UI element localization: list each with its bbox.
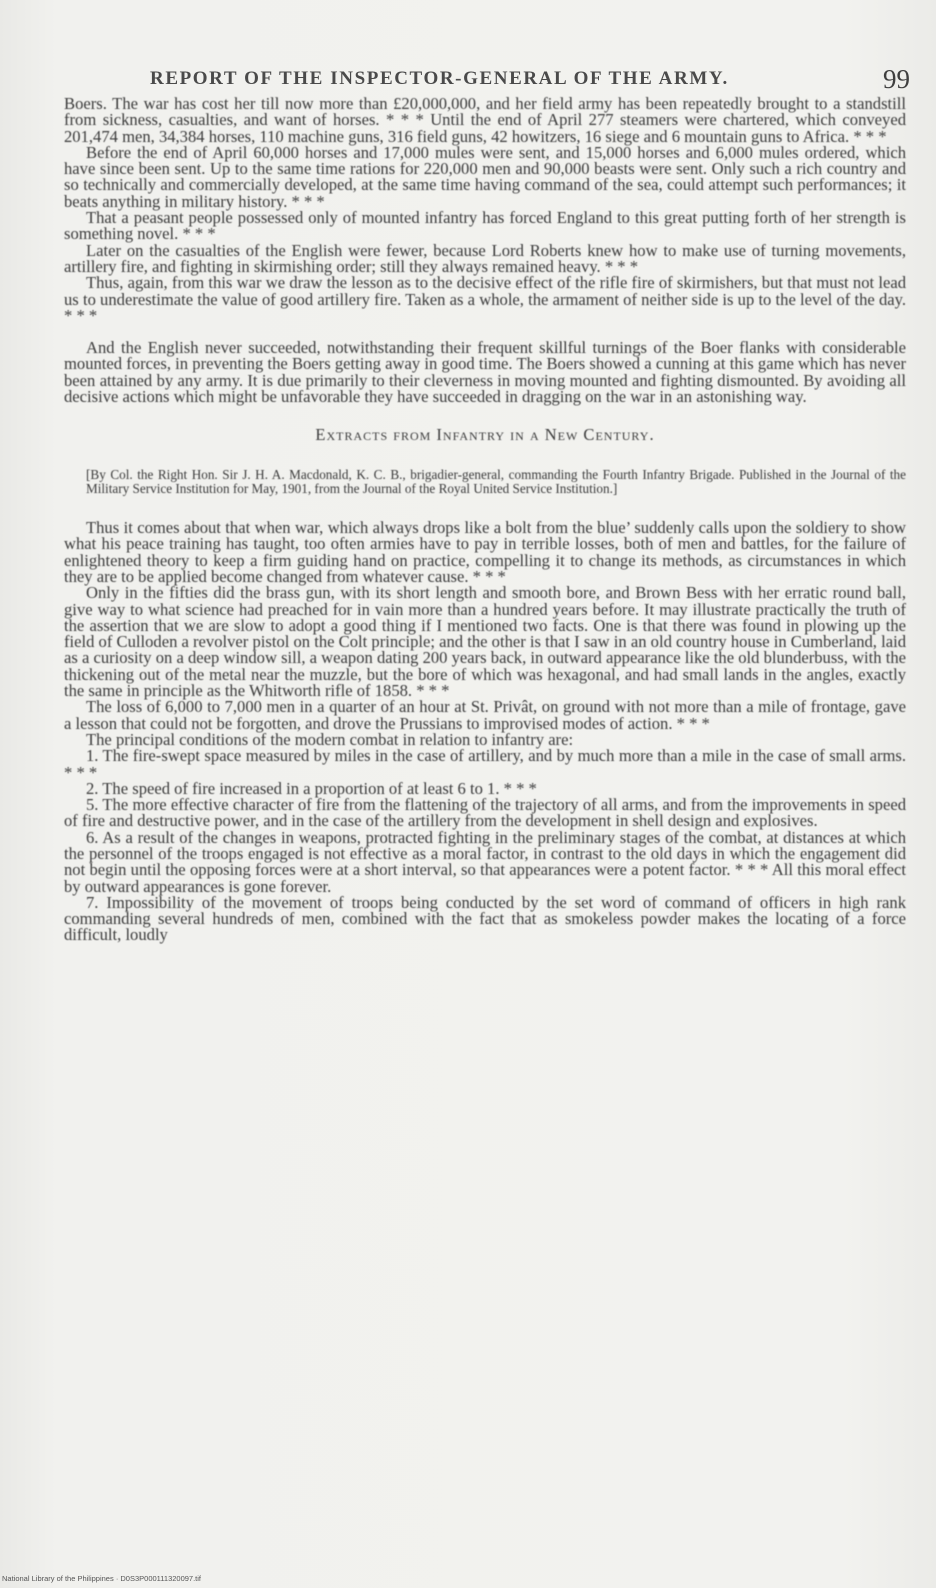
- list-item: 6. As a result of the changes in weapons, protracted fighting in the preliminary stages of the combat, at distances at which the personnel of the troops engaged is not effective as a moral factor, in contrast to the old days in which the engagement did not begin until the opposing forces were at a short interval, so that appearances were a potent factor. * * * All this moral effect by outward appearances is gone forever.: [64, 827, 906, 896]
- body-text: [64, 96, 906, 944]
- list-item: 1. The fire-swept space measured by miles in the case of artillery, and by much more than a mile in the case of small arms. * * *: [64, 746, 906, 782]
- paragraph: Before the end of April 60,000 horses and 17,000 mules were sent, and 15,000 horses and 6,000 mules ordered, which have since been sent. Up to the same time rations for 220,000 men and 90,000 beasts were sent. Only such a rich country and so technically and commercially developed, at the same time having command of the sea, could attempt such performances; it beats anything in military history. * * *: [64, 142, 906, 211]
- paragraph: That a peasant people possessed only of mounted infantry has forced England to this great putting forth of her strength is something novel. * * *: [64, 208, 906, 244]
- list-item: 5. The more effective character of fire from the flattening of the trajectory of all arms, and from the improvements in speed of fire and destructive power, and in the case of the artillery from the development in shell design and explosives.: [64, 795, 906, 831]
- paragraph: Later on the casualties of the English were fewer, because Lord Roberts knew how to make use of turning movements, artillery fire, and fighting in skirmishing order; still they always remained heavy. * * *: [64, 240, 906, 276]
- page-header: [150, 64, 910, 96]
- paragraph: Thus, again, from this war we draw the lesson as to the decisive effect of the rifle fire of skirmishers, but that must not lead us to underestimate the value of good artillery fire. Taken as a whole, the armament of neither side is up to the level of the day. * * *: [64, 273, 906, 325]
- page-number: 99: [883, 64, 910, 94]
- scan-footer: National Library of the Philippines · D0S3P000111320097.tif: [2, 1574, 202, 1583]
- running-head: REPORT OF THE INSPECTOR-GENERAL OF THE ARMY.: [150, 68, 729, 89]
- paragraph: Thus it comes about that when war, which always drops like a bolt from the blue’ suddenly calls upon the soldiery to show what his peace training has taught, too often armies have to pay in terrible losses, both of men and battles, for the failure of enlightened theory to keep a firm guiding hand on practice, compelling it to change its methods, as circumstances in which they are to be applied become changed from whatever cause. * * *: [64, 518, 906, 586]
- list-item: 2. The speed of fire increased in a proportion of at least 6 to 1. * * *: [86, 778, 537, 798]
- paragraph: The principal conditions of the modern combat in relation to infantry are:: [86, 729, 574, 749]
- paragraph: Boers. The war has cost her till now more than £20,000,000, and her field army has been repeatedly brought to a standstill from sickness, casualties, and want of horses. * * * Until the end of April 277 steamers were chartered, which conveyed 201,474 men, 34,384 horses, 110 machine guns, 316 field guns, 42 howitzers, 16 siege and 6 mountain guns to Africa. * * *: [64, 94, 906, 146]
- section-title: Extracts from Infantry in a New Century.: [315, 425, 655, 445]
- section-byline: [By Col. the Right Hon. Sir J. H. A. Macdonald, K. C. B., brigadier-general, commanding the Fourth Infantry Brigade. Published in the Journal of the Military Service Institution for May, 1901, from the Journal of the Royal United Service Institution.]: [86, 466, 906, 496]
- list-item: 7. Impossibility of the movement of troops being conducted by the set word of command of officers in high rank commanding several hundreds of men, combined with the fact that as smokeless powder makes the locating of a force difficult, loudly: [64, 892, 906, 945]
- paragraph: Only in the fifties did the brass gun, with its short length and smooth bore, and Brown Bess with her erratic round ball, give way to what science had preached for in vain more than a hundred years before. It may illustrate practically the truth of the assertion that we are slow to adopt a good thing if I mentioned two facts. One is that there was found in plowing up the field of Culloden a revolver pistol on the Colt principle; and the other is that I saw in an old country house in Cumberland, laid as a curiosity on a deep window sill, a weapon dating 200 years back, in outward appearance like the old blunderbuss, with the thickening out of the metal near the muzzle, but the bore of which was hexagonal, and had small lands in the angles, exactly the same in principle as the Whitworth rifle of 1858. * * *: [64, 583, 906, 701]
- paragraph: And the English never succeeded, notwithstanding their frequent skillful turnings of the Boer flanks with considerable mounted forces, in preventing the Boers getting away in good time. The Boers showed a cunning at this game which has never been attained by any army. It is due primarily to their cleverness in moving mounted and fighting dismounted. By avoiding all decisive actions which might be unfavorable they have succeeded in dragging on the war in an astonishing way.: [64, 338, 906, 407]
- paragraph: The loss of 6,000 to 7,000 men in a quarter of an hour at St. Privât, on ground with not more than a mile of frontage, gave a lesson that could not be forgotten, and drove the Prussians to improvised modes of action. * * *: [64, 697, 906, 733]
